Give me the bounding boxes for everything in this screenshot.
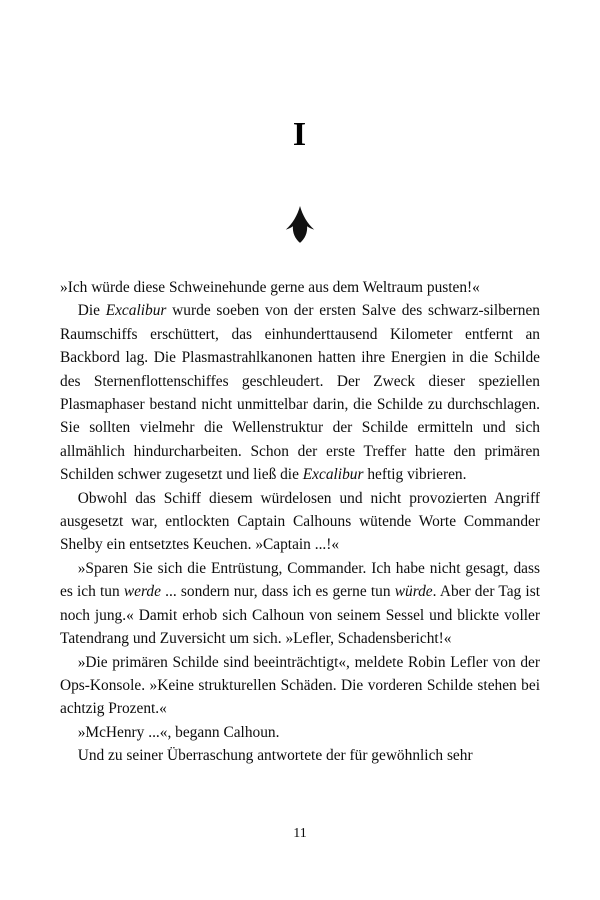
chapter-number: I	[292, 116, 308, 153]
chapter-body	[60, 276, 540, 768]
page-number: 11	[293, 826, 307, 841]
starfleet-delta-icon	[60, 204, 540, 250]
text-run: Die	[77, 302, 106, 320]
body-paragraph	[60, 721, 540, 744]
text-run: Obwohl das Schiff diesem würdelosen und nicht provozierten Angriff ausgesetzt war, entlockten Captain Calhouns wütende Worte Commander Shelby ein entsetztes Keuchen. »Captain ...!«	[60, 489, 540, 554]
text-run: . Aber der Tag ist noch jung.« Damit erhob sich Calhoun von seinem Sessel und blickte voller Tatendrang und Zuversicht um sich. »Lefler, Schadensbericht!«	[60, 583, 540, 648]
italic-text: werde	[123, 583, 161, 601]
body-paragraph	[60, 276, 540, 299]
italic-text: würde	[394, 583, 433, 601]
body-paragraph	[60, 487, 540, 557]
text-run: »Die primären Schilde sind beeinträchtigt«, meldete Robin Lefler von der Ops-Konsole. »Keine strukturellen Schäden. Die vorderen Schilde stehen bei achtzig Prozent.«	[60, 653, 540, 718]
body-paragraph	[60, 651, 540, 721]
text-run: »McHenry ...«, begann Calhoun.	[77, 723, 280, 741]
text-run: wurde soeben von der ersten Salve des schwarz-silbernen Raumschiffs erschüttert, das einhunderttausend Kilometer entfernt an Backbord lag. Die Plasmastrahlkanonen hatten ihre Energien in die Schilde des Sternenflottenschiffes geschleudert. Der Zweck dieser speziellen Plasmaphaser bestand nicht unmittelbar darin, die Schilde zu durchschlagen. Sie sollten vielmehr die Wellenstruktur der Schilde ermitteln und sich allmählich hindurcharbeiten. Schon der erste Treffer hatte den primären Schilden schwer zugesetzt und ließ die	[60, 302, 540, 484]
text-run: »Ich würde diese Schweinehunde gerne aus dem Weltraum pusten!«	[60, 279, 480, 296]
text-run: Und zu seiner Überraschung antwortete der für gewöhnlich sehr	[77, 747, 473, 765]
body-paragraph	[60, 299, 540, 486]
text-run: »Sparen Sie sich die Entrüstung, Commander. Ich habe nicht gesagt, dass es ich tun	[60, 559, 540, 601]
body-paragraph	[60, 744, 540, 767]
text-run: ... sondern nur, dass ich es gerne tun	[160, 583, 395, 601]
italic-text: Excalibur	[302, 466, 364, 484]
italic-text: Excalibur	[105, 302, 167, 320]
text-run: heftig vibrieren.	[363, 466, 467, 484]
body-paragraph	[60, 557, 540, 651]
